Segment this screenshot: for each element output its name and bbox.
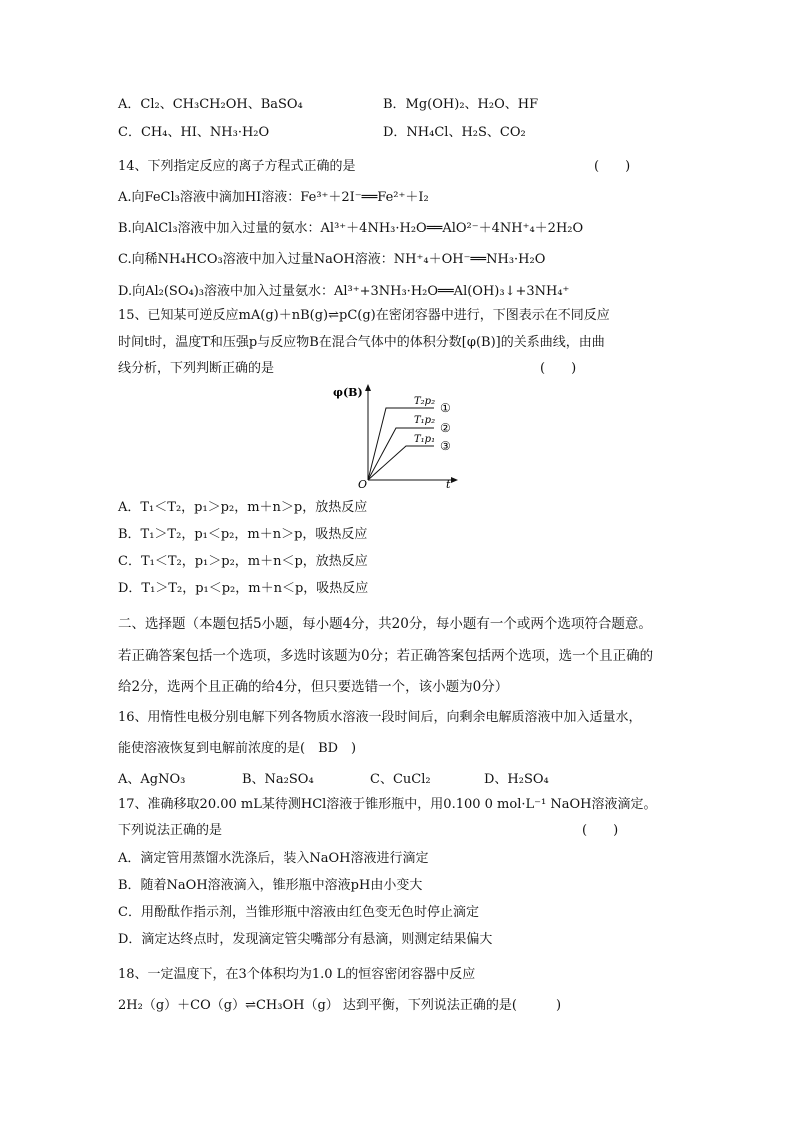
y-axis-label: φ(B)	[333, 386, 363, 399]
q15-stem-line3: 线分析，下列判断正确的是	[118, 361, 275, 376]
q17-option-b: B．随着NaOH溶液滴入，锥形瓶中溶液pH由小变大	[118, 878, 423, 893]
q16-option-d: D、H₂SO₄	[484, 772, 549, 787]
q17-answer-paren: ( )	[582, 823, 619, 838]
q15-option-b: B．T₁＞T₂，p₁＜p₂，m＋n＞p，吸热反应	[118, 527, 368, 542]
q15-option-a: A．T₁＜T₂，p₁＞p₂，m＋n＞p，放热反应	[118, 500, 368, 515]
y-axis-arrow	[365, 384, 371, 391]
curve-1-label: T₂p₂	[414, 396, 436, 407]
q16-stem-line2: 能使溶液恢复到电解前浓度的是( BD )	[118, 741, 357, 756]
q13-option-d: D．NH₄Cl、H₂S、CO₂	[383, 125, 526, 140]
curve-3-number: ③	[440, 439, 451, 453]
section2-intro-line3: 给2分，选两个且正确的给4分，但只要选错一个，该小题为0分）	[118, 679, 509, 695]
q15-option-d: D．T₁＞T₂，p₁＜p₂，m＋n＜p，吸热反应	[118, 581, 369, 596]
x-axis-label: t	[446, 478, 451, 490]
q14-answer-paren: ( )	[594, 159, 631, 174]
q15-graph	[330, 382, 470, 490]
q13-option-a: A．Cl₂、CH₃CH₂OH、BaSO₄	[118, 97, 303, 112]
q13-option-c: C．CH₄、HI、NH₃·H₂O	[118, 125, 270, 140]
q14-option-a: A.向FeCl₃溶液中滴加HI溶液：Fe³⁺＋2I⁻══Fe²⁺＋I₂	[118, 190, 429, 205]
q15-option-c: C．T₁＜T₂，p₁＞p₂，m＋n＜p，放热反应	[118, 554, 368, 569]
curve-3-label: T₁p₁	[414, 434, 436, 445]
q15-stem-line1: 15、已知某可逆反应mA(g)＋nB(g)⇌pC(g)在密闭容器中进行，下图表示在不同反应	[118, 308, 610, 323]
q17-option-d: D．滴定达终点时，发现滴定管尖嘴部分有悬滴，则测定结果偏大	[118, 932, 493, 947]
q13-option-b: B．Mg(OH)₂、H₂O、HF	[383, 97, 539, 112]
q17-stem-line2: 下列说法正确的是	[118, 823, 223, 838]
curve-3	[368, 446, 434, 480]
q17-option-c: C．用酚酞作指示剂，当锥形瓶中溶液由红色变无色时停止滴定	[118, 905, 479, 920]
q15-stem-line2: 时间t时，温度T和压强p与反应物B在混合气体中的体积分数[φ(B)]的关系曲线，由曲	[118, 335, 605, 350]
curve-2-number: ②	[440, 421, 451, 435]
q18-stem-line2: 2H₂（g）＋CO（g）⇌CH₃OH（g） 达到平衡，下列说法正确的是( )	[118, 998, 562, 1013]
q14-stem: 14、下列指定反应的离子方程式正确的是	[118, 159, 356, 174]
q16-stem-line1: 16、用惰性电极分别电解下列各物质水溶液一段时间后，向剩余电解质溶液中加入适量水，	[118, 710, 642, 725]
q18-stem-line1: 18、一定温度下，在3个体积均为1.0 L的恒容密闭容器中反应	[118, 967, 476, 982]
q16-option-a: A、AgNO₃	[118, 772, 186, 787]
section2-intro-line2: 若正确答案包括一个选项，多选时该题为0分；若正确答案包括两个选项，选一个且正确的	[118, 648, 654, 664]
q15-answer-paren: ( )	[540, 361, 577, 376]
q16-option-b: B、Na₂SO₄	[242, 772, 314, 787]
q14-option-b: B.向AlCl₃溶液中加入过量的氨水：Al³⁺＋4NH₃·H₂O══AlO²⁻＋4NH⁺₄＋2H₂O	[118, 221, 584, 236]
curve-2-label: T₁p₂	[414, 415, 436, 426]
x-axis-arrow	[451, 477, 458, 483]
q17-option-a: A．滴定管用蒸馏水洗涤后，装入NaOH溶液进行滴定	[118, 851, 429, 866]
origin-label: O	[358, 478, 368, 490]
q14-option-d: D.向Al₂(SO₄)₃溶液中加入过量氨水：Al³⁺+3NH₃·H₂O══Al(OH)₃↓+3NH₄⁺	[118, 284, 570, 299]
curve-1-number: ①	[440, 401, 451, 415]
q17-stem-line1: 17、准确移取20.00 mL某待测HCl溶液于锥形瓶中，用0.100 0 mol·L⁻¹ NaOH溶液滴定。	[118, 797, 657, 812]
q14-option-c: C.向稀NH₄HCO₃溶液中加入过量NaOH溶液：NH⁺₄＋OH⁻══NH₃·H₂O	[118, 252, 546, 267]
q16-option-c: C、CuCl₂	[370, 772, 431, 787]
section2-intro-line1: 二、选择题（本题包括5小题，每小题4分，共20分，每小题有一个或两个选项符合题意。	[118, 616, 652, 632]
